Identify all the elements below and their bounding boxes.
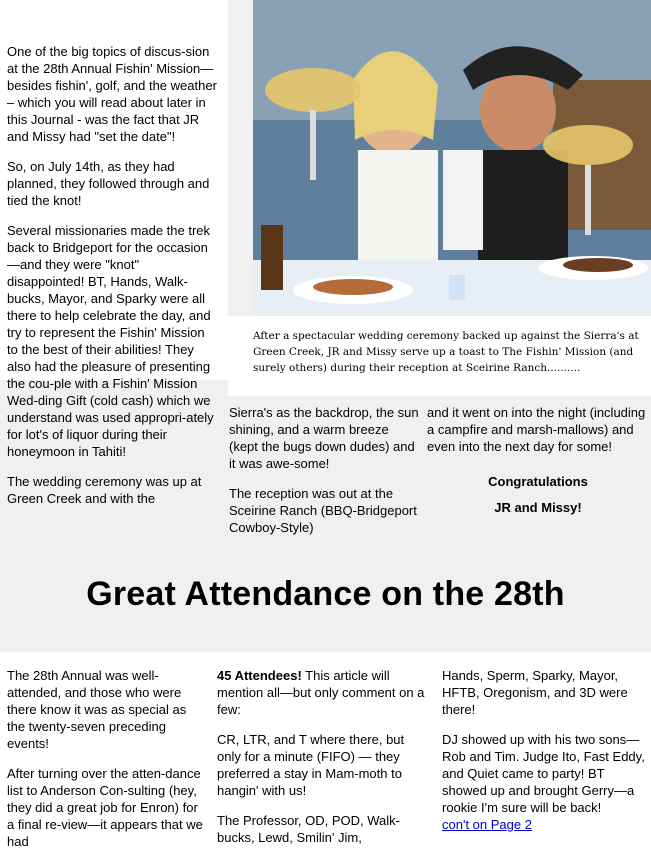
article2-column-3 [442, 667, 647, 833]
article2-paragraph: The Professor, OD, POD, Walk-bucks, Lewd, Smilin' Jim, [217, 813, 401, 845]
wedding-photo [253, 0, 651, 316]
photo-caption: After a spectacular wedding ceremony backed up against the Sierra's at Green Creek, JR and Missy serve up a toast to The Fishin' Mission (and surely others) during their reception at Sceirine Ranch.......... [253, 330, 639, 374]
article2-paragraph: The 28th Annual was well-attended, and those who were there know it was as special as the twenty-seven preceding events! [7, 668, 187, 751]
article1-paragraph: Several missionaries made the trek back to Bridgeport for the occasion—and they were "knot" disappointed! BT, Hands, Walk-bucks, Mayor, and Sparky were all there to help celebrate the day, and try to represent the Fishin' Mission to the best of their abilities! They also had the pleasure of presenting the cou-ple with a Fishin' Mission Wed-ding Gift (cold cash) which we understand was used appropri-ately for lot's of liquor during their honeymoon in Tahiti! [7, 223, 214, 459]
article1-paragraph: One of the big topics of discus-sion at the 28th Annual Fishin' Mission—besides fishin', golf, and the weather – which you will read about later in this Journal - was the fact that JR and Missy had "set the date"! [7, 44, 217, 144]
article1-paragraph: So, on July 14th, as they had planned, they followed through and tied the knot! [7, 159, 210, 208]
article1-column-3 [427, 404, 649, 529]
article1-paragraph: and it went on into the night (including a campfire and marsh-mallows) and even into the next day for some! [427, 405, 646, 454]
article1-paragraph: The wedding ceremony was up at Green Creek and with the [7, 474, 202, 506]
article2-paragraph: Hands, Sperm, Sparky, Mayor, HFTB, Oregonism, and 3D were there! [442, 668, 628, 717]
article2-paragraph: After turning over the atten-dance list to Anderson Con-sulting (hey, they did a great job for Enron) for a final re-view—it appears that we had [7, 766, 203, 849]
article2-paragraph [217, 667, 430, 718]
attendee-count: 45 Attendees! [217, 668, 302, 683]
article1-paragraph: The reception was out at the Sceirine Ranch (BBQ-Bridgeport Cowboy-Style) [229, 486, 417, 535]
article2-column-2 [217, 667, 430, 859]
wedding-photo-image [253, 0, 651, 316]
article2-intro-text: This article will mention all—but only comment on a few: [217, 668, 425, 717]
article1-paragraph: Sierra's as the backdrop, the sun shining, and a warm breeze (kept the bugs down dudes) and it was awe-some! [229, 405, 419, 471]
article2-paragraph: DJ showed up with his two sons—Rob and Tim. Judge Ito, Fast Eddy, and Quiet came to party! BT showed up and brought Gerry—a rookie I'm sure will be back! [442, 732, 645, 815]
article2-paragraph: CR, LTR, and T where there, but only for a minute (FIFO) — they preferred a stay in Mam-moth to hangin' with us! [217, 732, 405, 798]
article2-headline: Great Attendance on the 28th [86, 575, 565, 613]
article2-column-1 [7, 667, 207, 863]
article1-column-1 [7, 43, 217, 520]
continued-on-page-2-link[interactable]: con't on Page 2 [442, 817, 532, 832]
congratulations-text: Congratulations [488, 474, 588, 489]
article1-column-2 [229, 404, 419, 549]
congratulations-names: JR and Missy! [494, 500, 582, 515]
